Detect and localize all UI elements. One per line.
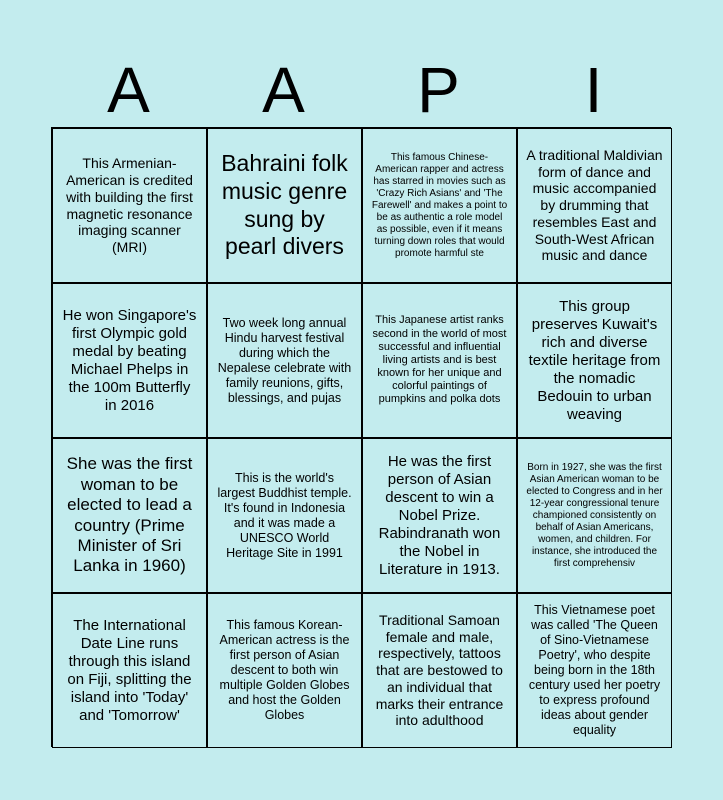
cell-text: A traditional Maldivian form of dance and music accompanied by drumming that resembles East and South-West African music and dance	[526, 146, 663, 264]
bingo-cell[interactable]	[207, 128, 362, 283]
cell-text: Bahraini folk music genre sung by pearl divers	[221, 150, 348, 260]
header-letter: P	[417, 54, 460, 126]
cell-text: She was the first woman to be elected to lead a country (Prime Minister of Sri Lanka in 1960)	[66, 454, 193, 576]
bingo-cell[interactable]	[52, 593, 207, 748]
header-letter: I	[584, 54, 603, 126]
bingo-grid	[51, 127, 671, 747]
cell-text: This group preserves Kuwait's rich and diverse textile heritage from the nomadic Bedouin to urban weaving	[528, 297, 661, 423]
bingo-cell[interactable]	[517, 593, 672, 748]
cell-text: This famous Chinese-American rapper and actress has starred in movies such as 'Crazy Rich Asians' and 'The Farewell' and makes a point to be as authentic a role model as possible, even if it means turning down roles that would promote harmful ste	[371, 151, 508, 259]
cell-text: The International Date Line runs through this island on Fiji, splitting the island into 'Today' and 'Tomorrow'	[67, 616, 192, 724]
bingo-cell[interactable]	[207, 283, 362, 438]
bingo-header	[51, 50, 671, 130]
cell-text: Two week long annual Hindu harvest festival during which the Nepalese celebrate with family reunions, gifts, blessings, and pujas	[217, 315, 352, 405]
bingo-cell[interactable]	[362, 593, 517, 748]
cell-text: This famous Korean-American actress is the first person of Asian descent to both win multiple Golden Globes and host the Golden Globes	[219, 618, 350, 722]
bingo-cell[interactable]	[362, 438, 517, 593]
bingo-cell[interactable]	[52, 283, 207, 438]
cell-text: Traditional Samoan female and male, respectively, tattoos that are bestowed to an individual that marks their entrance into adulthood	[375, 611, 504, 729]
bingo-cell[interactable]	[517, 128, 672, 283]
bingo-cell[interactable]	[362, 128, 517, 283]
cell-text: He was the first person of Asian descent to win a Nobel Prize. Rabindranath won the Nobel in Literature in 1913.	[378, 452, 501, 578]
bingo-cell[interactable]	[52, 128, 207, 283]
bingo-cell[interactable]	[517, 283, 672, 438]
cell-text: This is the world's largest Buddhist temple. It's found in Indonesia and it was made a UNESCO World Heritage Site in 1991	[217, 470, 352, 560]
bingo-cell[interactable]	[207, 438, 362, 593]
cell-text: He won Singapore's first Olympic gold medal by beating Michael Phelps in the 100m Butterfly in 2016	[62, 306, 197, 414]
bingo-cell[interactable]	[52, 438, 207, 593]
cell-text: Born in 1927, she was the first Asian American woman to be elected to Congress and in her 12-year congressional tenure championed consistently on behalf of Asian Americans, women, and children. For instance, she introduced the first comprehensiv	[526, 461, 663, 569]
bingo-cell[interactable]	[517, 438, 672, 593]
header-letter: A	[262, 54, 305, 126]
bingo-cell[interactable]	[362, 283, 517, 438]
cell-text: This Armenian-American is credited with building the first magnetic resonance imaging scanner (MRI)	[66, 155, 193, 256]
cell-text: This Vietnamese poet was called 'The Queen of Sino-Vietnamese Poetry', who despite being born in the 18th century used her poetry to express profound ideas about gender equality	[528, 603, 661, 737]
bingo-cell[interactable]	[207, 593, 362, 748]
cell-text: This Japanese artist ranks second in the world of most successful and influential living artists and is best known for her unique and colorful paintings of pumpkins and polka dots	[372, 314, 507, 406]
header-letter: A	[107, 54, 150, 126]
